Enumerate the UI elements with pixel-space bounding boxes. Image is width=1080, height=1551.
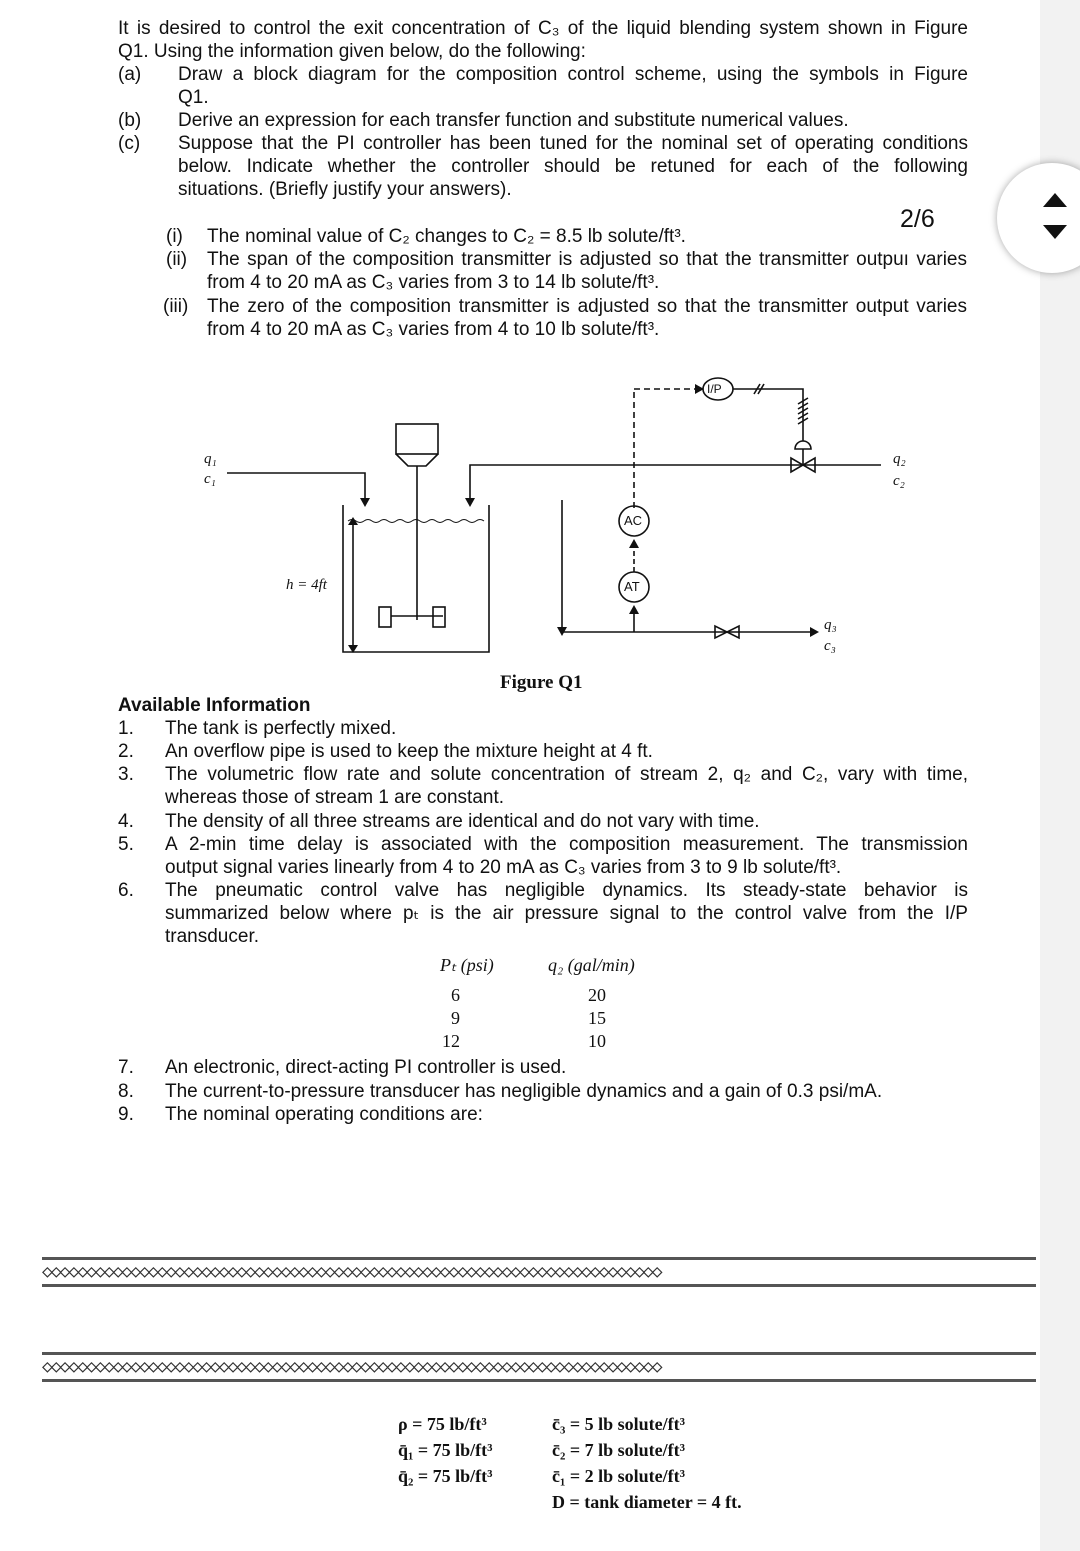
item-5-line-1: A 2-min time delay is associated with the composition measurement. The transmission	[165, 834, 968, 855]
process-diagram	[0, 0, 1040, 700]
label-q2: q₂	[893, 451, 906, 467]
item-6-num: 6.	[118, 880, 134, 901]
band-pattern: ◇◇◇◇◇◇◇◇◇◇◇◇◇◇◇◇◇◇◇◇◇◇◇◇◇◇◇◇◇◇◇◇◇◇◇◇◇◇◇◇◇◇◇◇◇◇◇◇◇◇◇◇◇◇◇◇◇◇◇◇◇◇◇◇◇◇◇◇◇◇	[42, 1352, 1036, 1382]
subpart-iii-label: (iii)	[163, 296, 189, 317]
item-9-num: 9.	[118, 1104, 134, 1125]
tank-outline	[343, 505, 489, 652]
part-c-line-1: Suppose that the PI controller has been tuned for the nominal set of operating conditions	[178, 133, 968, 154]
table-header-q2: q₂ (gal/min)	[548, 955, 635, 975]
item-3-line-2: whereas those of stream 1 are constant.	[165, 787, 505, 808]
nominal-q1: q̄₁ = 75 lb/ft³	[398, 1440, 493, 1460]
nominal-c1: c̄₁ = 2 lb solute/ft³	[552, 1466, 686, 1486]
pneumatic-signal-line	[733, 389, 803, 441]
page-break-band-bottom	[42, 1343, 1036, 1389]
page-down-icon[interactable]	[1043, 225, 1067, 239]
figure-caption: Figure Q1	[500, 672, 583, 693]
impeller-left	[379, 607, 391, 627]
nominal-c2: c̄₂ = 7 lb solute/ft³	[552, 1440, 686, 1460]
page-indicator: 2/6	[900, 205, 935, 233]
label-q3: q₃	[824, 617, 837, 633]
part-b-line-1: Derive an expression for each transfer function and substitute numerical values.	[178, 110, 849, 131]
item-6-line-2: summarized below where pₜ is the air pressure signal to the control valve from the I/P	[165, 903, 968, 924]
available-heading: Available Information	[118, 695, 311, 716]
item-8-num: 8.	[118, 1081, 134, 1102]
table-header-pt: Pₜ (psi)	[440, 955, 494, 975]
nominal-diameter: D = tank diameter = 4 ft.	[552, 1492, 742, 1512]
label-c3: c₃	[824, 638, 836, 654]
subpart-ii-line-1: The span of the composition transmitter is adjusted so that the transmitter outpuı varies	[207, 249, 967, 270]
item-2-line-1: An overflow pipe is used to keep the mixture height at 4 ft.	[165, 741, 653, 762]
intro-line-2: Q1. Using the information given below, do the following:	[118, 41, 586, 62]
nominal-rho: ρ = 75 lb/ft³	[398, 1414, 487, 1434]
label-height: h = 4ft	[286, 577, 327, 593]
label-ac: AC	[624, 513, 643, 528]
table-cell: 20	[588, 985, 606, 1005]
item-2-num: 2.	[118, 741, 134, 762]
item-1-num: 1.	[118, 718, 134, 739]
label-c1: c₁	[204, 471, 216, 487]
intro-line-1: It is desired to control the exit concentration of C₃ of the liquid blending system shown in Figure	[118, 18, 968, 39]
table-cell: 9	[451, 1008, 460, 1028]
liquid-surface	[348, 520, 484, 523]
subpart-ii-label: (ii)	[166, 249, 188, 270]
item-8-line-1: The current-to-pressure transducer has negligible dynamics and a gain of 0.3 psi/mA.	[165, 1081, 883, 1102]
item-4-num: 4.	[118, 811, 134, 832]
subpart-i-line-1: The nominal value of C₂ changes to C₂ = 8.5 lb solute/ft³.	[207, 226, 686, 247]
part-c-label: (c)	[118, 133, 141, 154]
stream-2-pipe	[470, 465, 881, 500]
page-up-icon[interactable]	[1043, 193, 1067, 207]
item-1-line-1: The tank is perfectly mixed.	[165, 718, 397, 739]
label-c2: c₂	[893, 473, 905, 489]
table-cell: 15	[588, 1008, 606, 1028]
item-3-num: 3.	[118, 764, 134, 785]
subpart-i-label: (i)	[166, 226, 183, 247]
part-c-line-3: situations. (Briefly justify your answers).	[178, 179, 512, 200]
table-cell: 6	[451, 985, 460, 1005]
item-4-line-1: The density of all three streams are identical and do not vary with time.	[165, 811, 760, 832]
item-7-line-1: An electronic, direct-acting PI controller is used.	[165, 1057, 567, 1078]
table-cell: 10	[588, 1031, 606, 1051]
part-a-label: (a)	[118, 64, 142, 85]
label-q1: q₁	[204, 451, 217, 467]
part-a-line-1: Draw a block diagram for the composition control scheme, using the symbols in Figure	[178, 64, 968, 85]
item-6-line-3: transducer.	[165, 926, 259, 947]
agitator-motor	[396, 424, 438, 454]
subpart-iii-line-1: The zero of the composition transmitter is adjusted so that the transmitter output varies	[207, 296, 967, 317]
item-9-line-1: The nominal operating conditions are:	[165, 1104, 483, 1125]
item-3-line-1: The volumetric flow rate and solute concentration of stream 2, q₂ and C₂, vary with time,	[165, 764, 968, 785]
overflow-outlet-pipe	[562, 500, 810, 632]
nominal-q2: q̄₂ = 75 lb/ft³	[398, 1466, 493, 1486]
item-5-num: 5.	[118, 834, 134, 855]
stream-1-pipe	[227, 473, 365, 500]
item-6-line-1: The pneumatic control valve has negligible dynamics. Its steady-state behavior is	[165, 880, 968, 901]
label-at: AT	[624, 579, 640, 594]
nominal-c3: c̄₃ = 5 lb solute/ft³	[552, 1414, 686, 1434]
part-a-line-2: Q1.	[178, 87, 209, 108]
impeller-right	[433, 607, 445, 627]
page-break-band-top	[42, 1248, 1036, 1294]
item-5-line-2: output signal varies linearly from 4 to 20 mA as C₃ varies from 3 to 9 lb solute/ft³.	[165, 857, 842, 878]
band-pattern: ◇◇◇◇◇◇◇◇◇◇◇◇◇◇◇◇◇◇◇◇◇◇◇◇◇◇◇◇◇◇◇◇◇◇◇◇◇◇◇◇◇◇◇◇◇◇◇◇◇◇◇◇◇◇◇◇◇◇◇◇◇◇◇◇◇◇◇◇◇◇	[42, 1257, 1036, 1287]
part-c-line-2: below. Indicate whether the controller should be retuned for each of the following	[178, 156, 968, 177]
part-b-label: (b)	[118, 110, 142, 131]
item-7-num: 7.	[118, 1057, 134, 1078]
table-cell: 12	[442, 1031, 460, 1051]
label-ip: I/P	[707, 382, 722, 396]
subpart-iii-line-2: from 4 to 20 mA as C₃ varies from 4 to 10 lb solute/ft³.	[207, 319, 660, 340]
subpart-ii-line-2: from 4 to 20 mA as C₃ varies from 3 to 14 lb solute/ft³.	[207, 272, 660, 293]
